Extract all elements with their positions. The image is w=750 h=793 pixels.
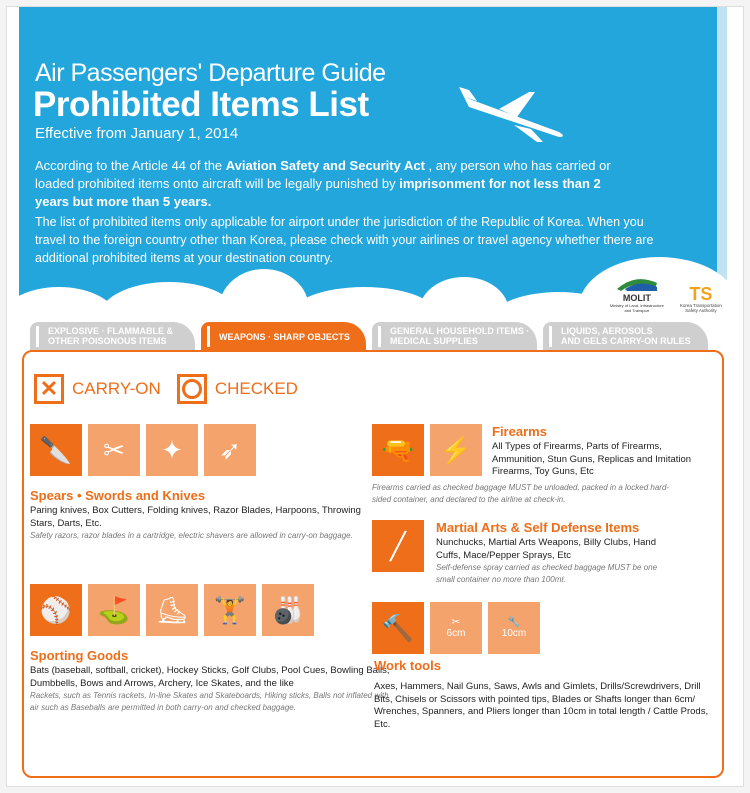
scissors-icon: ✂ 6cm [430,602,482,654]
section-title: Spears • Swords and Knives [30,488,206,503]
section-desc: Nunchucks, Martial Arts Weapons, Billy Clubs, Hand Cuffs, Mace/Pepper Sprays, Etc [436,537,656,561]
section-title: Work tools [374,658,441,673]
legend [34,374,298,404]
stun-gun-icon: ⚡ [430,424,482,476]
dumbbell-icon: 🏋 [204,584,256,636]
section-note: Self-defense spray carried as checked baggage MUST be one small container no more than 100mℓ. [436,563,658,584]
section-note: Rackets, such as Tennis rackets, In-line Skates and Skateboards, Hiking sticks, Balls not inflated with air such as Baseballs are permitted in both carry-on and checked baggage. [30,691,389,712]
section-firearms [492,424,712,479]
section-note: Safety razors, razor blades in a cartridge, electric shavers are allowed in carry-on baggage. [30,531,353,540]
multitool-icon: ✂ [88,424,140,476]
carry-on-label: CARRY-ON [72,379,161,398]
firearms-note: Firearms carried as checked baggage MUST be unloaded, packed in a locked hard-sided container, and declared to the airline at check-in. [372,483,670,504]
section-spears [30,488,370,542]
tab-explosive[interactable]: EXPLOSIVE · FLAMMABLE & OTHER POISONOUS ITEMS [30,322,195,352]
tab-household[interactable]: GENERAL HOUSEHOLD ITEMS · MEDICAL SUPPLIES [372,322,537,352]
darts-icon: ➶ [204,424,256,476]
weapons-panel [22,350,724,778]
wrench-icon: 🔧 10cm [488,602,540,654]
section-work-tools [374,658,714,731]
logos [609,273,727,313]
bat-icon: ⚾ [30,584,82,636]
section-sporting [30,648,390,714]
effective-date: Effective from January 1, 2014 [35,125,239,142]
category-tabs [30,322,708,353]
decorative-stripe [717,7,727,302]
throwing-star-icon: ✦ [146,424,198,476]
header-banner [19,7,727,322]
airplane-icon [459,87,569,147]
bowling-icon: 🎳 [262,584,314,636]
molit-logo: MOLIT Ministry of Land, Infrastructure and Transport [609,273,665,313]
tab-liquids[interactable]: LIQUIDS, AEROSOLS AND GELS CARRY-ON RULES [543,322,708,352]
revolver-icon: 🔫 [372,424,424,476]
checked-label: CHECKED [214,379,298,398]
section-desc: Paring knives, Box Cutters, Folding knives, Razor Blades, Harpoons, Throwing Stars, Darts, Etc. [30,505,361,529]
section-martial-arts [436,520,676,586]
cross-icon: ✕ [34,374,64,404]
circle-icon [177,374,207,404]
page-title: Prohibited Items List [33,85,369,124]
section-desc: Axes, Hammers, Nail Guns, Saws, Awls and Gimlets, Drills/Screwdrivers, Drill Bits, Chisels or Scissors with pointed tips, Blades or Shafts longer than 6cm/ Wrenches, Spanners, and Pliers longer than 10cm in total length / Cattle Prods, Etc. [374,681,709,730]
section-title: Martial Arts & Self Defense Items [436,520,640,535]
section-title: Sporting Goods [30,648,129,663]
nunchucks-icon: ╱ [372,520,424,572]
golf-icon: ⛳ [88,584,140,636]
section-desc: All Types of Firearms, Parts of Firearms, Ammunition, Stun Guns, Replicas and Imitation Firearms, Toy Guns, Etc [492,441,692,477]
ice-skate-icon: ⛸ [146,584,198,636]
section-title: Firearms [492,424,547,439]
hammer-icon: 🔨 [372,602,424,654]
guide-subtitle: Air Passengers' Departure Guide [35,59,386,87]
section-desc: Bats (baseball, softball, cricket), Hockey Sticks, Golf Clubs, Pool Cues, Bowling Balls, Dumbbells, Bows and Arrows, Archery, Ice Skates, and the like [30,665,390,689]
tab-weapons[interactable]: WEAPONS · SHARP OBJECTS [201,322,366,353]
knife-icon: 🔪 [30,424,82,476]
ts-logo: TS Korea Transportation Safety Authority [679,284,722,313]
jurisdiction-note: The list of prohibited items only applicable for airport under the jurisdiction of the Republic of Korea. When you travel to the foreign country other than Korea, please check with your airlines or travel agency whether there are additional prohibited items at your destination country. [35,215,654,265]
law-notice: According to the Article 44 of the Aviation Safety and Security Act , any person who has carried or loaded prohibited items onto aircraft will be legally punished by imprisonment for not less than 2 years but more than 5 years. [35,158,611,209]
